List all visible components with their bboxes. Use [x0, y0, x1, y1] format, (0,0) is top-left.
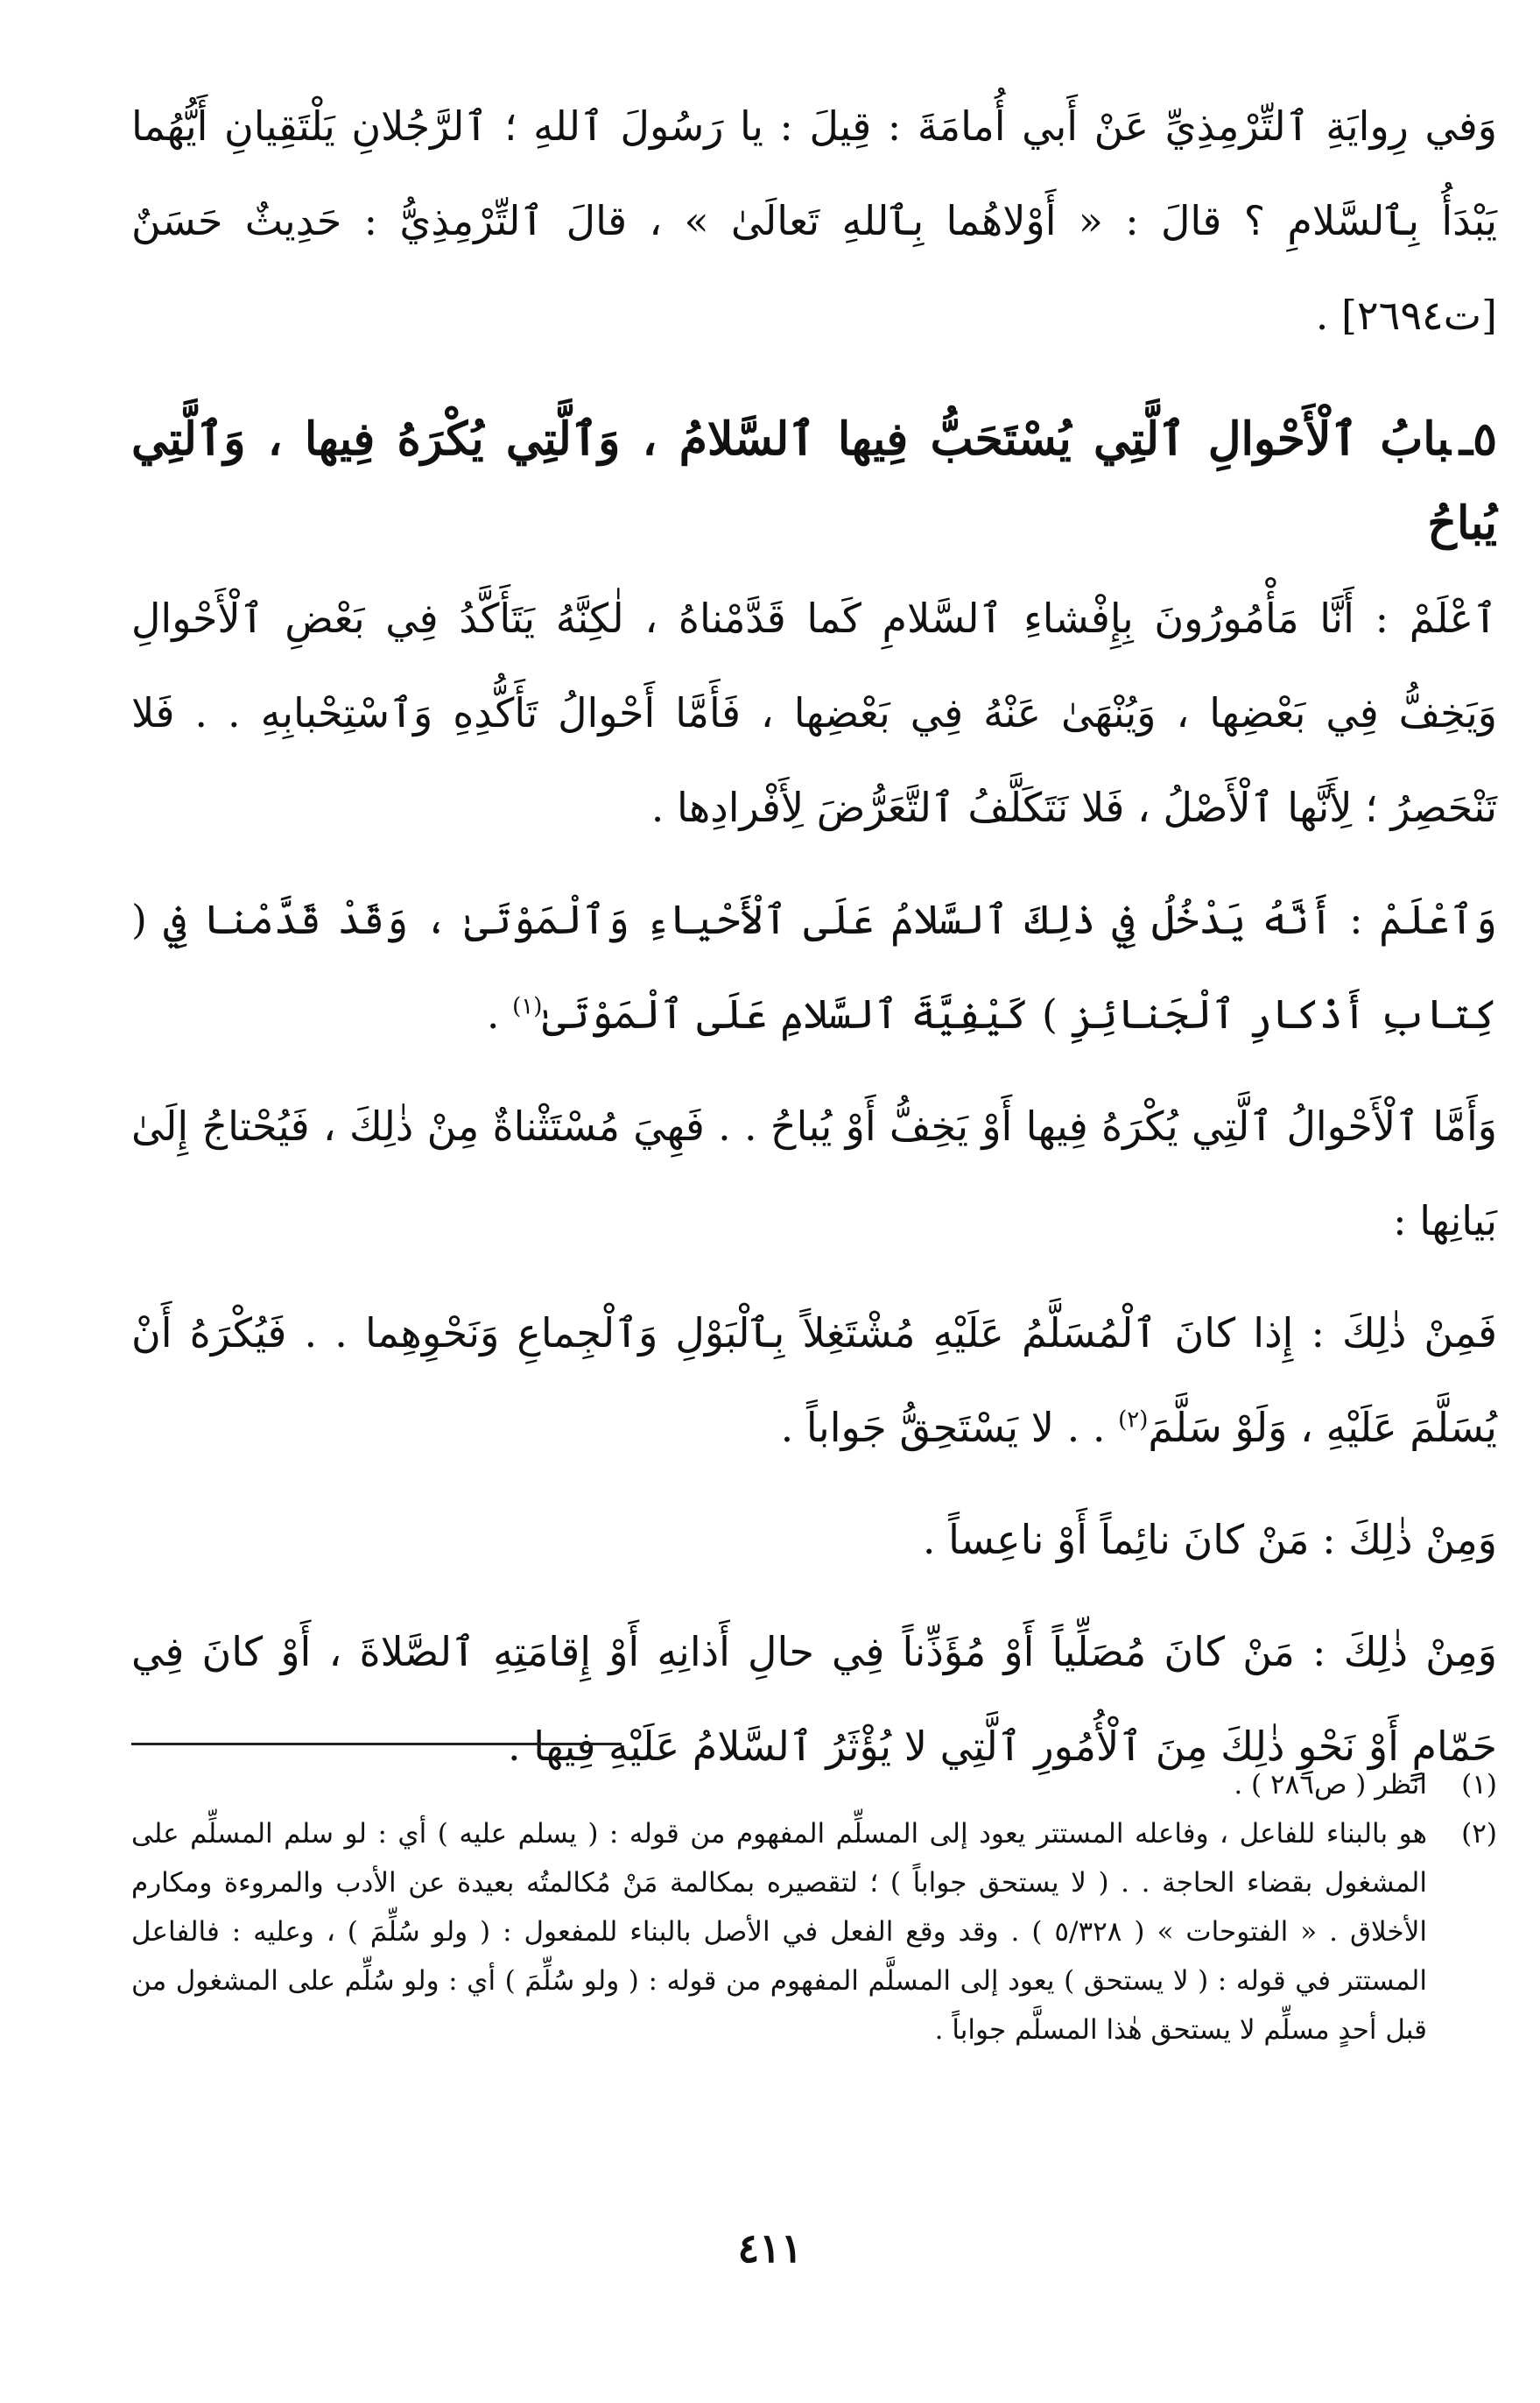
paragraph-sleeping: وَمِنْ ذٰلِكَ : مَنْ كانَ نائِماً أَوْ ناعِساً .	[922, 1516, 1497, 1563]
chapter-title: بابُ ٱلْأَحْوالِ ٱلَّتِي يُسْتَحَبُّ فِيها ٱلسَّلامُ ، وَٱلَّتِي يُكْرَهُ فِيها ، وَٱلَّتِي يُباحُ	[131, 412, 1497, 550]
footnotes	[131, 1760, 1497, 2054]
footnote-ref-1: (١)	[512, 993, 543, 1020]
paragraph-tirmidhi-hadith: وَفي رِوايَةِ ٱلتِّرْمِذِيِّ عَنْ أَبي أُمامَةَ : قِيلَ : يا رَسُولَ ٱللهِ ؛ ٱلرَّجُلانِ يَلْتَقِيانِ أَيُّهُما يَبْدَأُ بِٱلسَّلامِ ؟ قالَ : « أَوْلاهُما بِٱللهِ تَعالَىٰ » ، قالَ ٱلتِّرْمِذِيُّ : حَدِيثٌ حَسَنٌ [ت٢٦٩٤] .	[131, 102, 1497, 339]
footnote-ref-2: (٢)	[1118, 1406, 1149, 1434]
footnote-item	[131, 1809, 1497, 2054]
footnote-divider	[131, 1743, 622, 1745]
paragraph-exceptions: وَأَمَّا ٱلْأَحْوالُ ٱلَّتِي يُكْرَهُ فِيها أَوْ يَخِفُّ أَوْ يُباحُ . . فَهِيَ مُسْتَثْناةٌ مِنْ ذٰلِكَ ، فَيُحْتاجُ إِلَىٰ بَيانِها :	[131, 1103, 1497, 1244]
paragraph-urinating: فَمِنْ ذٰلِكَ : إِذا كانَ ٱلْمُسَلَّمُ عَلَيْهِ مُشْتَغِلاً بِٱلْبَوْلِ وَٱلْجِماعِ وَنَحْوِهِما . . فَيُكْرَهُ أَنْ يُسَلَّمَ عَلَيْهِ ، وَلَوْ سَلَّمَ$^{(٢)}$ . . لا يَسْتَحِقُّ جَواباً .	[131, 1309, 1497, 1451]
footnote-number: (١)	[1461, 1769, 1497, 1800]
footnote-number: (٢)	[1461, 1818, 1497, 1850]
chapter-heading	[131, 398, 1497, 566]
footnote-text: انظر ( ص٢٨٦ ) .	[1234, 1769, 1427, 1800]
chapter-number: ٥ـ	[1459, 412, 1497, 466]
paragraph-know-commanded: ٱعْلَمْ : أَنَّا مَأْمُورُونَ بِإِفْشاءِ ٱلسَّلامِ كَما قَدَّمْناهُ ، لٰكِنَّهُ يَتَأَكَّدُ فِي بَعْضِ ٱلْأَحْوالِ وَيَخِفُّ فِي بَعْضِها ، وَيُنْهَىٰ عَنْهُ فِي بَعْضِها ، فَأَمَّا أَحْوالُ تَأَكُّدِهِ وَٱسْتِحْبابِهِ . . فَلا تَنْحَصِرُ ؛ لِأَنَّها ٱلْأَصْلُ ، فَلا نَتَكَلَّفُ ٱلتَّعَرُّضَ لِأَفْرادِها .	[131, 595, 1497, 831]
footnote-item	[131, 1760, 1497, 1809]
footnote-text: هو بالبناء للفاعل ، وفاعله المستتر يعود إلى المسلِّم المفهوم من قوله : ( يسلم عليه ) أي : لو سلم المسلِّم على المشغول بقضاء الحاجة . . ( لا يستحق جواباً ) ؛ لتقصيره بمكالمة مَنْ مُكالمتُه بعيدة عن الأدب والمروءة ومكارم الأخلاق . « الفتوحات » ( ٥/٣٢٨ ) . وقد وقع الفعل في الأصل بالبناء للمفعول : ( ولو سُلِّمَ ) ، وعليه : فالفاعل المستتر في قوله : ( لا يستحق ) يعود إلى المسلَّم المفهوم من قوله : ( ولو سُلِّمَ ) أي : ولو سُلِّم على المشغول من قبل أحدٍ مسلِّم لا يستحق هٰذا المسلَّم جواباً .	[131, 1818, 1427, 2046]
paragraph-living-and-dead: وَٱعْلَمْ : أَنَّهُ يَدْخُلُ فِي ذٰلِكَ ٱلسَّلامُ عَلَى ٱلْأَحْياءِ وَٱلْمَوْتَىٰ ، وَقَدْ قَدَّمْنا فِي ( كِتابِ أَذْكارِ ٱلْجَنائِزِ ) كَيْفِيَّةَ ٱلسَّلامِ عَلَى ٱلْمَوْتَىٰ$^{(١)}$ .	[131, 896, 1497, 1038]
page-number: ٤١١	[737, 2224, 803, 2272]
paragraph-praying: وَمِنْ ذٰلِكَ : مَنْ كانَ مُصَلِّياً أَوْ مُؤَذِّناً فِي حالِ أَذانِهِ أَوْ إِقامَتِهِ ٱلصَّلاةَ ، أَوْ كانَ فِي حَمّامٍ أَوْ نَحْوِ ذٰلِكَ مِنَ ٱلْأُمُورِ ٱلَّتِي لا يُؤْثَرُ ٱلسَّلامُ عَلَيْهِ فِيها .	[131, 1628, 1497, 1770]
